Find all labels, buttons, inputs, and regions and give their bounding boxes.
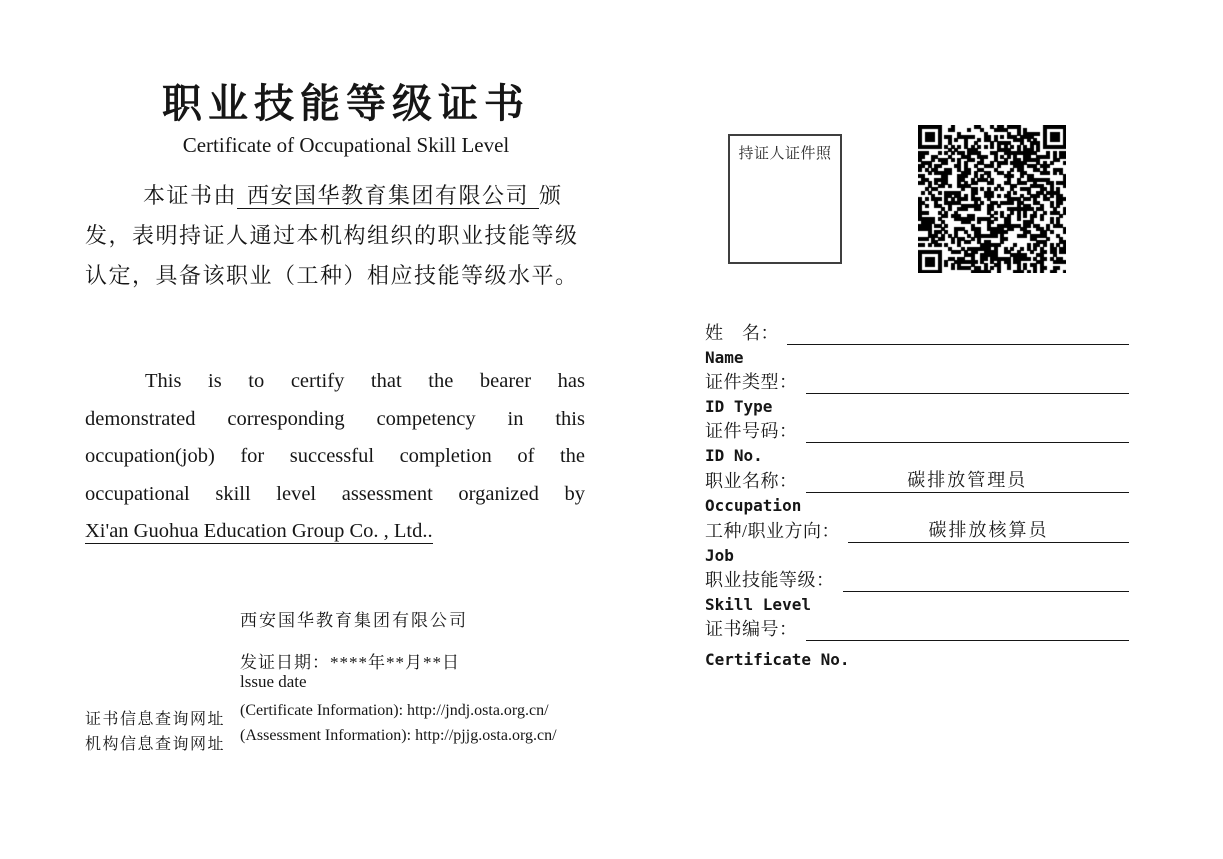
field-label-en: Skill Level (705, 595, 811, 614)
field-underline (787, 344, 1129, 345)
intro-line-2: 发，表明持证人通过本机构组织的职业技能等级 (85, 223, 579, 248)
issuer-name-en: Xi'an Guohua Education Group Co. , Ltd.. (85, 520, 433, 542)
field-label-cn: 证书编号： (705, 619, 798, 639)
intro-line-1 (85, 176, 607, 216)
field-underline (843, 591, 1130, 592)
intro-suffix: 颁 (539, 183, 563, 208)
field-row-name (705, 321, 1129, 368)
fields-panel (705, 321, 1129, 672)
english-statement (85, 363, 585, 551)
certificate-left-page (85, 80, 607, 780)
field-label-cn: 证件号码： (705, 421, 798, 441)
english-line-3: occupation(job) for successful completion of the (85, 445, 585, 467)
certificate-title-cn: 职业技能等级证书 (162, 81, 530, 126)
intro-paragraph-cn (85, 176, 607, 296)
english-line-1: This is to certify that the bearer has (145, 370, 585, 392)
field-value: 碳排放核算员 (928, 520, 1049, 540)
field-label-cn: 工种/职业方向： (705, 521, 841, 541)
field-label-en: ID No. (705, 446, 763, 465)
field-label-cn: 证件类型： (705, 372, 798, 392)
qr-code-icon (918, 125, 1066, 273)
field-row-occupation (705, 468, 1129, 516)
field-row-id-no (705, 419, 1129, 466)
field-underline (806, 468, 1130, 493)
english-line-2: demonstrated corresponding competency in this (85, 407, 585, 430)
field-value: 碳排放管理员 (907, 470, 1028, 490)
photo-label: 持证人证件照 (738, 146, 832, 162)
issue-date-en: lssue date (240, 672, 307, 691)
field-underline (806, 442, 1130, 443)
field-label-en: Job (705, 546, 734, 565)
field-label-cn: 职业技能等级： (705, 570, 835, 590)
certificate-title-en: Certificate of Occupational Skill Level (182, 133, 510, 157)
issuer-signature: 西安国华教育集团有限公司 (240, 611, 468, 630)
field-label-en: Occupation (705, 496, 802, 515)
intro-line-3: 认定，具备该职业（工种）相应技能等级水平。 (85, 263, 579, 288)
query-label-organization: 机构信息查询网址 (85, 736, 226, 753)
english-line-4: occupational skill level assessment organized by (85, 482, 585, 505)
field-row-job (705, 518, 1129, 566)
field-row-skill-level (705, 568, 1129, 615)
field-underline (806, 393, 1130, 394)
query-label-certificate: 证书信息查询网址 (85, 711, 226, 728)
english-line-5 (85, 513, 585, 551)
field-label-en: Name (705, 348, 744, 367)
intro-prefix: 本证书由 (143, 183, 238, 208)
issue-date-cn: 发证日期：****年**月**日 (240, 653, 460, 672)
field-label-en: ID Type (705, 397, 773, 416)
query-url-assessment: (Assessment Information): http://pjjg.osta.org.cn/ (240, 727, 557, 744)
photo-placeholder (728, 134, 842, 264)
field-row-certificate-no (705, 617, 1129, 670)
field-row-id-type (705, 370, 1129, 417)
field-label-cn: 职业名称： (705, 471, 798, 491)
field-underline (848, 518, 1129, 543)
field-label-cn: 姓 名： (705, 323, 779, 343)
field-underline (806, 640, 1130, 641)
issuer-name-cn: 西安国华教育集团有限公司 (237, 183, 539, 209)
query-url-certificate: (Certificate Information): http://jndj.osta.org.cn/ (240, 702, 549, 719)
field-label-en: Certificate No. (705, 650, 850, 669)
